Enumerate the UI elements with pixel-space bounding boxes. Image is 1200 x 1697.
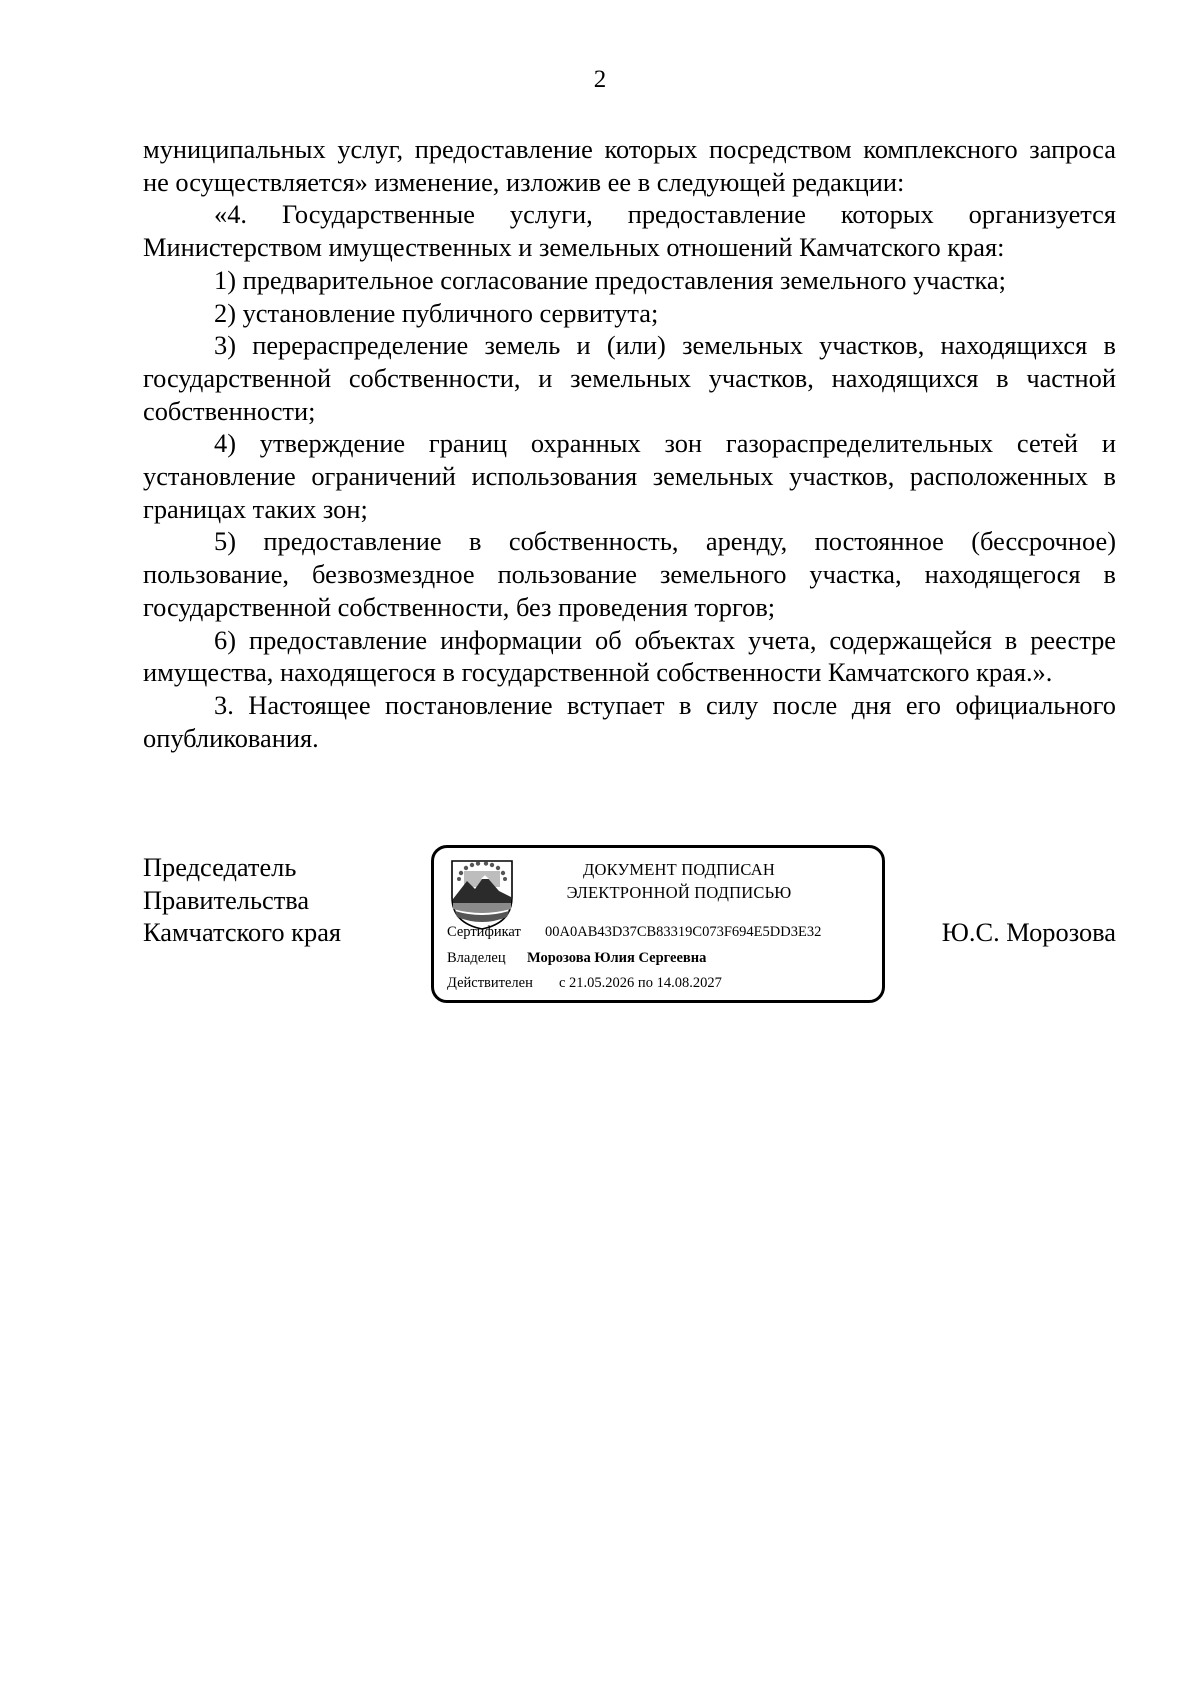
document-body [143, 133, 1116, 754]
kamchatka-coat-of-arms-icon [449, 857, 515, 931]
stamp-certificate-row [447, 924, 821, 941]
paragraph-continuation: муниципальных услуг, предоставление которых посредством комплексного запроса не осуществляется» изменение, изложив ее в следующей редакции: [143, 134, 1116, 197]
certificate-label: Сертификат [447, 924, 521, 940]
electronic-signature-stamp [431, 845, 885, 1003]
stamp-owner-row [447, 950, 706, 967]
certificate-value: 00A0AB43D37CB83319C073F694E5DD3E32 [545, 924, 822, 940]
signer-title [143, 851, 341, 949]
signer-title-line: Камчатского края [143, 917, 342, 948]
paragraph-service-5: 5) предоставление в собственность, аренду, постоянное (бессрочное) пользование, безвозмездное пользование земельного участка, находящегося в государственной собственности, без проведения торгов; [143, 526, 1116, 622]
page-number: 2 [593, 66, 607, 93]
valid-value: с 21.05.2026 по 14.08.2027 [559, 975, 722, 991]
signer-name: Ю.С. Морозова [941, 917, 1116, 947]
paragraph-service-4: 4) утверждение границ охранных зон газораспределительных сетей и установление ограничений использования земельных участков, расположенных в границах таких зон; [143, 428, 1116, 524]
signer-title-line: Правительства [143, 884, 310, 915]
paragraph-service-6: 6) предоставление информации об объектах учета, содержащейся в реестре имущества, находящегося в государственной собственности Камчатского края.». [143, 624, 1116, 688]
paragraph-service-2: 2) установление публичного сервитута; [214, 297, 659, 328]
owner-value: Морозова Юлия Сергеевна [527, 950, 707, 966]
stamp-heading-line1: ДОКУМЕНТ ПОДПИСАН [583, 860, 775, 879]
owner-label: Владелец [447, 950, 506, 966]
stamp-heading [529, 858, 829, 904]
stamp-validity-row [447, 975, 722, 992]
paragraph-item-4-heading: «4. Государственные услуги, предоставление которых организуется Министерством имущественных и земельных отношений Камчатского края: [143, 199, 1116, 263]
signer-title-line: Председатель [143, 852, 297, 882]
paragraph-service-1: 1) предварительное согласование предоставления земельного участка; [214, 264, 1006, 295]
paragraph-clause-3: 3. Настоящее постановление вступает в силу после дня его официального опубликования. [143, 689, 1116, 753]
valid-label: Действителен [447, 975, 533, 991]
stamp-heading-line2: ЭЛЕКТРОННОЙ ПОДПИСЬЮ [566, 883, 792, 902]
paragraph-service-3: 3) перераспределение земель и (или) земельных участков, находящихся в государственной собственности, и земельных участков, находящихся в частной собственности; [143, 330, 1116, 426]
